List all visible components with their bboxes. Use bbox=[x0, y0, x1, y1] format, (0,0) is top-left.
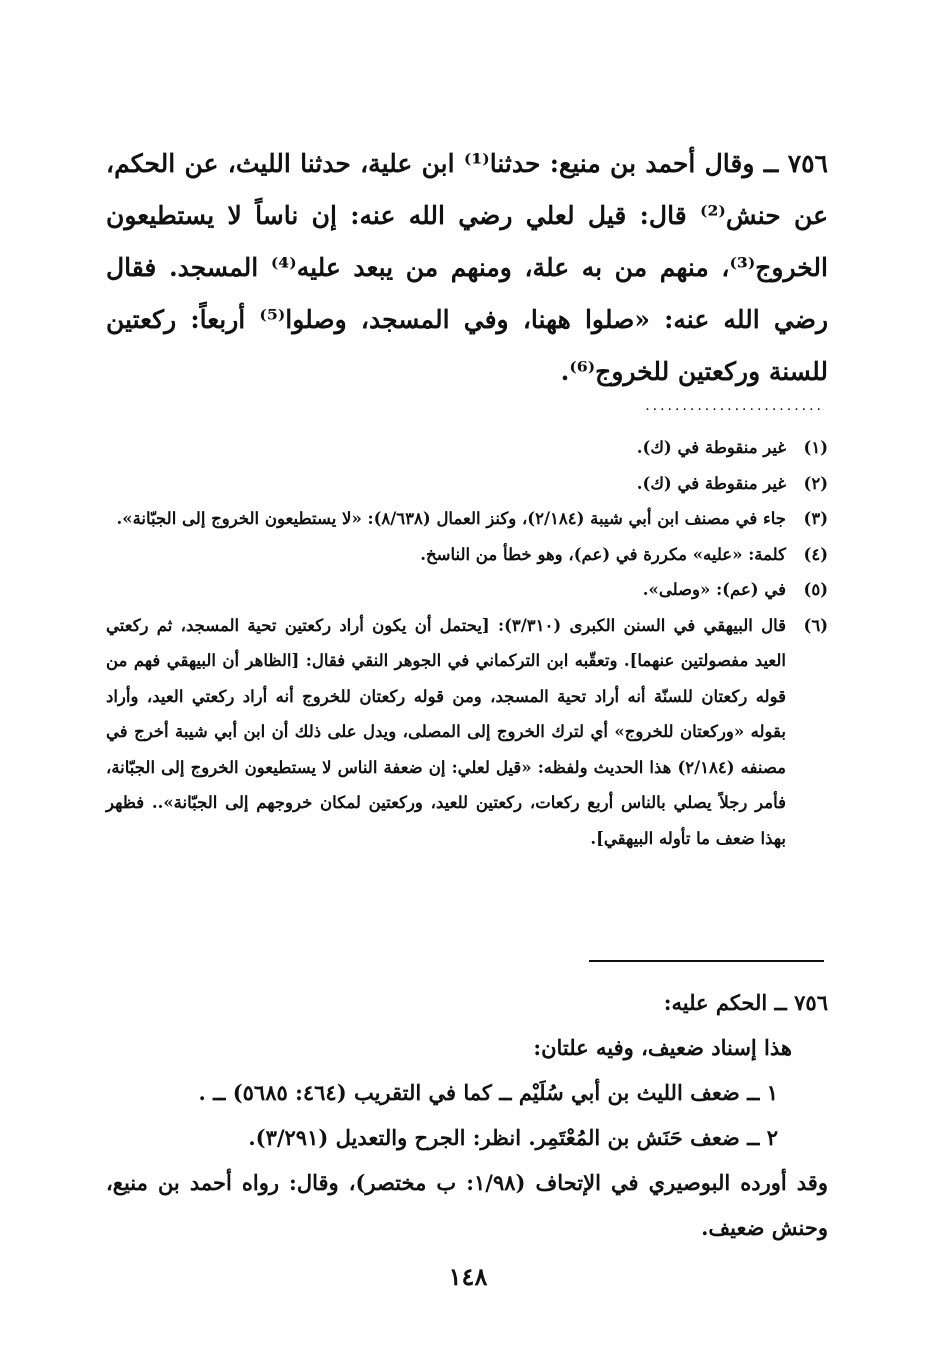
footnote-item bbox=[106, 501, 828, 537]
footnote-text: غير منقوطة في (ك). bbox=[636, 438, 786, 457]
ruling-section bbox=[106, 980, 828, 1250]
ruling-heading: ٧٥٦ ــ الحكم عليه: bbox=[663, 990, 828, 1015]
footnote-item bbox=[106, 466, 828, 502]
footnote-text: كلمة: «عليه» مكررة في (عم)، وهو خطأ من الناسخ. bbox=[420, 544, 786, 564]
footnote-number: (٣) bbox=[803, 509, 828, 528]
footnote-number: (٢) bbox=[803, 473, 828, 493]
footnote-text: غير منقوطة في (ك). bbox=[636, 473, 786, 493]
footnotes-list bbox=[106, 430, 828, 856]
footnote-text: قال البيهقي في السنن الكبرى (٣/٣١٠): [يحتمل أن يكون أراد ركعتين تحية المسجد، ثم ركعتي العيد مفصولتين عنهما]. وتعقّبه ابن التركماني في الجوهر النقي فقال: [الظاهر أن البيهقي فهم من قوله ركعتان للسنّة أنه أراد تحية المسجد، ومن قوله ركعتان للخروج أنه أراد ركعتي العيد، وأراد بقوله «وركعتان للخروج» أي لترك الخروج إلى المصلى، ويدل على ذلك أن ابن أبي شيبة أخرج في مصنفه (٢/١٨٤) هذا الحديث ولفظه: «قيل لعلي: إن ضعفة الناس لا يستطيعون الخروج إلى الجبّانة، فأمر رجلاً يصلي بالناس أربع ركعات، ركعتين للعيد، وركعتين لمكان خروجهم إلى الجبّانة».. فظهر بهذا ضعف ما تأوله البيهقي]. bbox=[106, 615, 786, 848]
footnote-text: جاء في مصنف ابن أبي شيبة (٢/١٨٤)، وكنز العمال (٨/٦٣٨): «لا يستطيعون الخروج إلى الجبّانة». bbox=[116, 509, 786, 528]
footnote-number: (٦) bbox=[803, 615, 828, 635]
hadith-body: ــ وقال أحمد بن منيع: حدثنا⁽¹⁾ ابن علية، حدثنا الليث، عن الحكم، عن حنش⁽²⁾ قال: قيل لعلي رضي الله عنه: إن ناساً لا يستطيعون الخروج⁽³⁾، منهم من به علة، ومنهم من يبعد عليه⁽⁴⁾ المسجد. فقال رضي الله عنه: «صلوا ههنا، وفي المسجد، وصلوا⁽⁵⁾ أربعاً: ركعتين للسنة وركعتين للخروج⁽⁶⁾. bbox=[106, 149, 829, 386]
section-divider bbox=[589, 960, 824, 962]
ruling-reason-2: ٢ ــ ضعف حَنَش بن المُعْتَمِر. انظر: الجرح والتعديل (٣/٢٩١). bbox=[248, 1125, 778, 1150]
footnote-item bbox=[106, 572, 828, 608]
footnote-number: (٤) bbox=[803, 544, 828, 564]
page-number: ١٤٨ bbox=[448, 1262, 488, 1291]
footnote-number: (٥) bbox=[803, 580, 828, 599]
hadith-number: ٧٥٦ bbox=[787, 149, 828, 178]
footnote-text: في (عم): «وصلى». bbox=[642, 580, 786, 599]
footnote-item bbox=[106, 430, 828, 466]
footnote-item bbox=[106, 537, 828, 573]
ruling-intro: هذا إسناد ضعيف، وفيه علتان: bbox=[533, 1035, 792, 1060]
ruling-reason-1: ١ ــ ضعف الليث بن أبي سُلَيْم ــ كما في التقريب (٤٦٤: ٥٦٨٥) ــ . bbox=[198, 1080, 778, 1105]
hadith-text-block bbox=[106, 138, 828, 398]
footnote-item bbox=[106, 608, 828, 857]
ruling-closing: وقد أورده البوصيري في الإتحاف (١/٩٨: ب مختصر)، وقال: رواه أحمد بن منيع، وحنش ضعيف. bbox=[106, 1170, 828, 1240]
footnote-separator-dots: ........................ bbox=[645, 398, 824, 412]
footnote-number: (١) bbox=[803, 438, 828, 457]
